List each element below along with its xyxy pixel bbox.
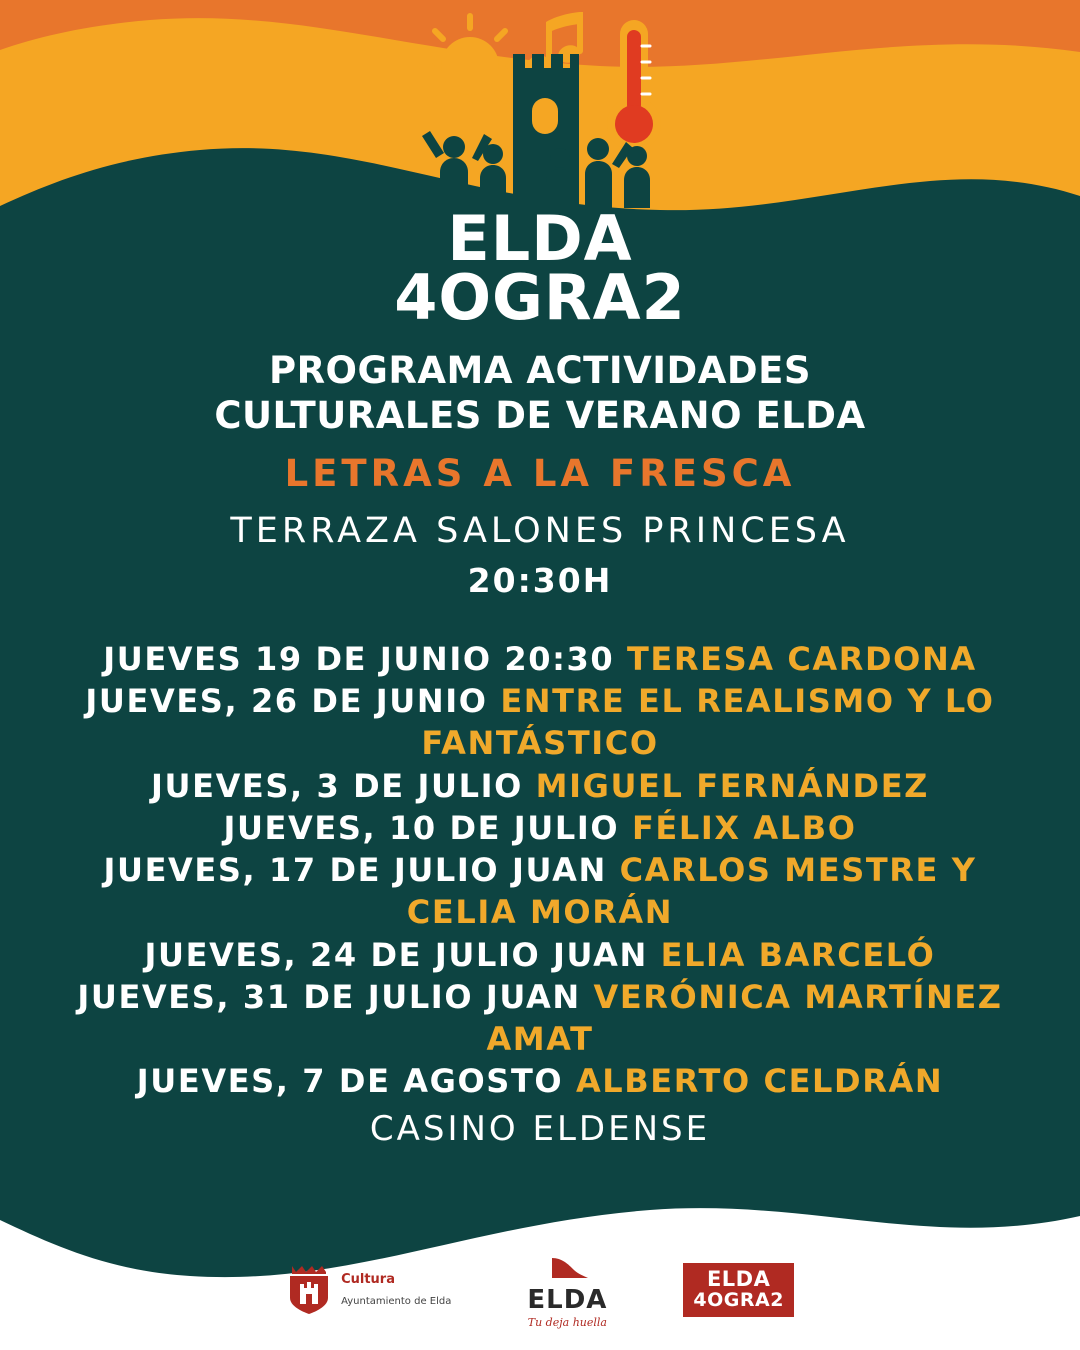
entry-name: FÉLIX ALBO [631,808,857,847]
ayuntamiento-logo [286,1264,451,1316]
elda-brand-line-2: Tu deja huella [527,1315,607,1329]
elda-40gra2-line-1: ELDA [706,1267,771,1292]
thermometer-icon [607,20,661,151]
time-label: 20:30H [467,561,613,601]
program-list [0,638,1080,1149]
logo-illustration [380,6,700,216]
sun-icon [420,16,520,116]
headings-block [0,348,1080,600]
entry-date: JUEVES, 26 DE JUNIO [85,682,488,721]
elda-shoe-icon [544,1252,590,1282]
list-item [45,849,1035,933]
entry-date: JUEVES, 3 DE JULIO [151,766,523,805]
list-item [45,934,1035,976]
entry-date: JUEVES, 7 DE AGOSTO [136,1062,564,1101]
entry-date: JUEVES, 31 DE JULIO JUAN [77,977,581,1016]
entry-name: ELIA BARCELÓ [660,935,936,974]
entry-name: VERÓNICA MARTÍNEZ AMAT [486,977,1003,1059]
entry-date: JUEVES 19 DE JUNIO 20:30 [103,640,615,678]
page-subtitle: LETRAS A LA FRESCA [284,452,796,496]
list-item [45,680,1035,764]
entry-name: TERESA CARDONA [626,640,977,678]
logo-line-1: ELDA [447,202,633,275]
closing-venue: CASINO ELDENSE [369,1108,711,1149]
ayuntamiento-logo-line-1: Cultura [341,1272,395,1288]
elda-40gra2-line-2: 4OGRA2 [693,1288,784,1311]
event-logo [0,6,1080,334]
list-item [45,638,1035,680]
footer-logos [0,1250,1080,1330]
entry-name: CARLOS MESTRE Y CELIA MORÁN [406,851,977,932]
list-item [45,807,1035,849]
elda-40gra2-logo [683,1263,794,1317]
entry-date: JUEVES, 17 DE JULIO JUAN [103,851,607,890]
list-item [45,976,1035,1060]
page-title-line-2: CULTURALES DE VERANO ELDA [214,394,866,438]
entry-date: JUEVES, 10 DE JULIO [223,808,620,847]
entry-name: ENTRE EL REALISMO Y LO FANTÁSTICO [421,682,995,763]
entry-name: MIGUEL FERNÁNDEZ [535,766,929,805]
entry-name: ALBERTO CELDRÁN [575,1062,944,1101]
elda-coat-of-arms-icon [286,1264,332,1316]
elda-brand-line-1: ELDA [527,1284,608,1315]
logo-title [0,202,1080,334]
entry-date: JUEVES, 24 DE JULIO JUAN [144,935,648,974]
venue-label: TERRAZA SALONES PRINCESA [230,511,850,552]
elda-brand-logo [527,1252,607,1329]
list-item [45,765,1035,807]
list-item [45,1060,1035,1102]
ayuntamiento-logo-line-2: Ayuntamiento de Elda [341,1295,452,1307]
logo-line-2: 4OGRA2 [394,260,686,334]
page-title-line-1: PROGRAMA ACTIVIDADES [268,349,812,392]
